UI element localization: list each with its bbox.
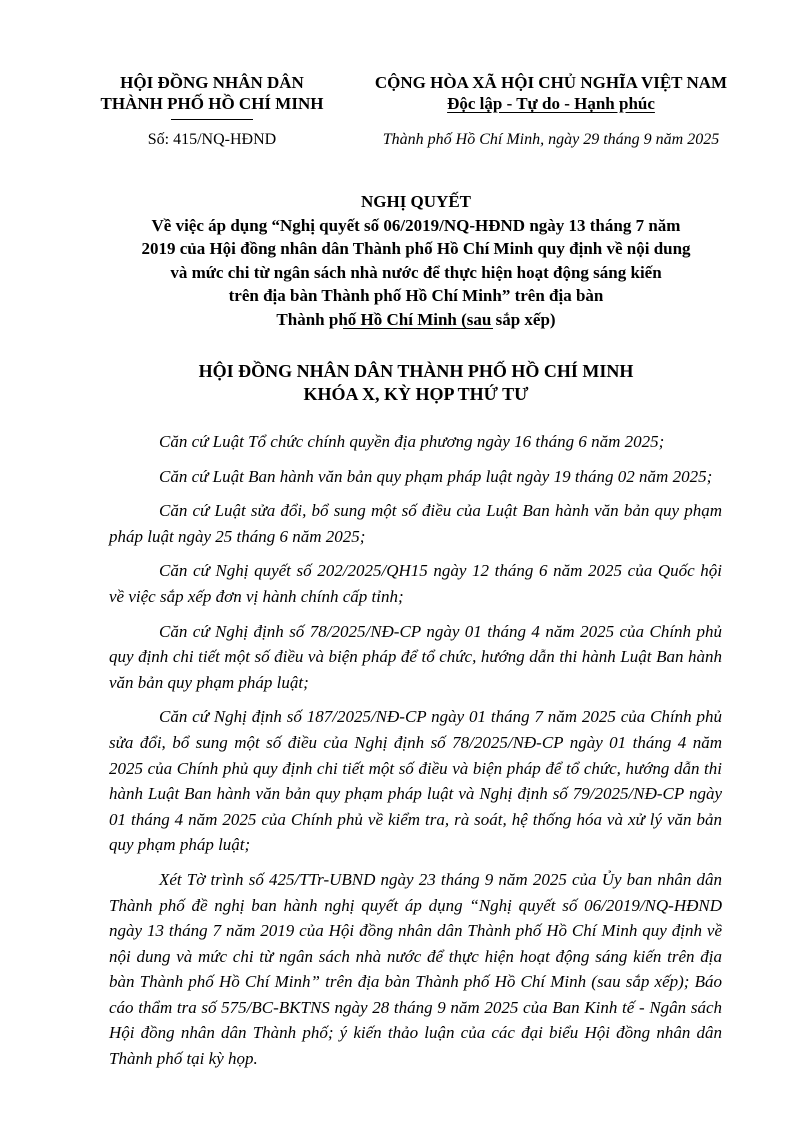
preamble bbox=[109, 429, 722, 1081]
issuing-body-line2: THÀNH PHỐ HỒ CHÍ MINH bbox=[100, 94, 324, 113]
title-line: và mức chi từ ngân sách nhà nước để thực hiện hoạt động sáng kiến bbox=[170, 262, 662, 282]
council-name: HỘI ĐỒNG NHÂN DÂN THÀNH PHỐ HỒ CHÍ MINH bbox=[198, 361, 634, 381]
title-line: Thành phố Hồ Chí Minh (sau sắp xếp) bbox=[276, 309, 556, 329]
document-number: Số: 415/NQ-HĐND bbox=[147, 131, 277, 148]
national-motto: Độc lập - Tự do - Hạnh phúc bbox=[447, 94, 655, 113]
issuing-body-divider bbox=[171, 119, 253, 120]
title-line: Về việc áp dụng “Nghị quyết số 06/2019/NQ-HĐND ngày 13 tháng 7 năm bbox=[151, 215, 681, 235]
issuing-body bbox=[92, 72, 332, 114]
place-date: Thành phố Hồ Chí Minh, ngày 29 tháng 9 năm 2025 bbox=[382, 131, 720, 148]
national-header bbox=[340, 72, 762, 114]
title-line: 2019 của Hội đồng nhân dân Thành phố Hồ Chí Minh quy định về nội dung bbox=[141, 239, 691, 258]
preamble-paragraph: Căn cứ Nghị quyết số 202/2025/QH15 ngày 12 tháng 6 năm 2025 của Quốc hội về việc sắp xếp đơn vị hành chính cấp tỉnh; bbox=[109, 561, 722, 606]
preamble-paragraph: Căn cứ Luật Tổ chức chính quyền địa phương ngày 16 tháng 6 năm 2025; bbox=[159, 432, 665, 451]
title-line: trên địa bàn Thành phố Hồ Chí Minh” trên địa bàn bbox=[228, 286, 604, 305]
document-type: NGHỊ QUYẾT bbox=[360, 192, 472, 211]
preamble-paragraph: Căn cứ Nghị định số 187/2025/NĐ-CP ngày 01 tháng 7 năm 2025 của Chính phủ sửa đổi, bổ sung một số điều của Nghị định số 78/2025/NĐ-CP ngày 01 tháng 4 năm 2025 của Chính phủ quy định chi tiết một số điều và biện pháp để tổ chức, hướng dẫn thi hành Luật Ban hành văn bản quy phạm pháp luật và Nghị định số 79/2025/NĐ-CP ngày 01 tháng 4 năm 2025 của Chính phủ về kiểm tra, rà soát, hệ thống hóa và xử lý văn bản quy phạm pháp luật; bbox=[109, 707, 722, 855]
preamble-paragraph: Căn cứ Nghị định số 78/2025/NĐ-CP ngày 01 tháng 4 năm 2025 của Chính phủ quy định chi tiết một số điều và biện pháp để tổ chức, hướng dẫn thi hành Luật Ban hành văn bản quy phạm pháp luật; bbox=[109, 621, 722, 692]
preamble-paragraph: Xét Tờ trình số 425/TTr-UBND ngày 23 tháng 9 năm 2025 của Ủy ban nhân dân Thành phố đề nghị ban hành nghị quyết áp dụng “Nghị quyết số 06/2019/NQ-HĐND ngày 13 tháng 7 năm 2019 của Hội đồng nhân dân Thành phố Hồ Chí Minh quy định về nội dung và mức chi từ ngân sách nhà nước để thực hiện hoạt động sáng kiến trên địa bàn Thành phố Hồ Chí Minh” trên địa bàn Thành phố Hồ Chí Minh (sau sắp xếp); Báo cáo thẩm tra số 575/BC-BKTNS ngày 28 tháng 9 năm 2025 của Ban Kinh tế - Ngân sách Hội đồng nhân dân Thành phố; ý kiến thảo luận của các đại biểu Hội đồng nhân dân Thành phố tại kỳ họp. bbox=[109, 869, 722, 1069]
council-session: KHÓA X, KỲ HỌP THỨ TƯ bbox=[303, 384, 529, 404]
issuing-council bbox=[100, 360, 732, 406]
issuing-body-line1: HỘI ĐỒNG NHÂN DÂN bbox=[120, 73, 304, 92]
document-title bbox=[100, 190, 732, 331]
preamble-paragraph: Căn cứ Luật Ban hành văn bản quy phạm pháp luật ngày 19 tháng 02 năm 2025; bbox=[159, 466, 713, 486]
title-divider bbox=[343, 328, 493, 329]
preamble-paragraph: Căn cứ Luật sửa đổi, bổ sung một số điều của Luật Ban hành văn bản quy phạm pháp luật ngày 25 tháng 6 năm 2025; bbox=[109, 501, 722, 546]
nation-name: CỘNG HÒA XÃ HỘI CHỦ NGHĨA VIỆT NAM bbox=[374, 73, 728, 92]
